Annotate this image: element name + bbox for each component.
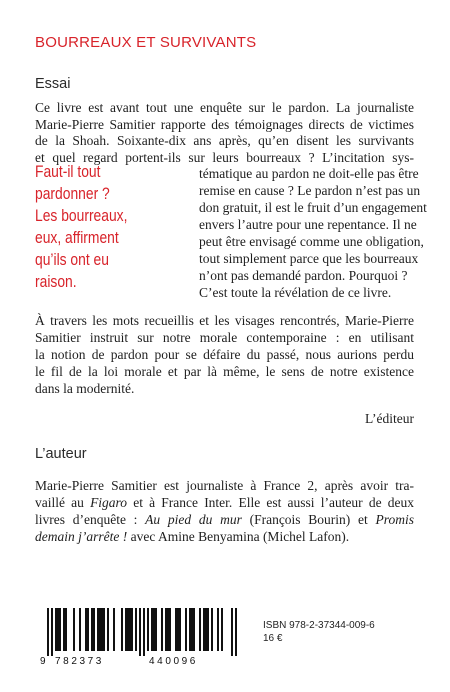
right-column-line: tématique au pardon ne doit-elle pas être bbox=[199, 166, 419, 181]
barcode-bar bbox=[147, 608, 149, 651]
barcode-bar bbox=[169, 608, 171, 651]
pullquote-line: qu’ils ont eu bbox=[35, 251, 109, 269]
intro-line: et quel regard portent-ils sur leurs bourreaux ? L’incitation sys- bbox=[35, 149, 414, 165]
barcode-bar bbox=[91, 608, 93, 651]
paragraph-line: la notion de pardon pour se défaire du passé, nous aurions perdu bbox=[35, 347, 414, 362]
barcode-bar bbox=[99, 608, 101, 651]
intro-line: Marie-Pierre Samitier rapporte des témoignages directs de victimes bbox=[35, 116, 414, 132]
publisher-signature: L’éditeur bbox=[365, 411, 414, 426]
intro-line: de la Shoah. Soixante-dix ans après, qu’en disent les survivants bbox=[35, 133, 414, 148]
barcode-bar bbox=[85, 608, 87, 651]
barcode-bar bbox=[73, 608, 75, 651]
barcode-bar bbox=[127, 608, 129, 651]
bio-text: vaillé au bbox=[35, 495, 91, 510]
paragraph-line: le fil de la loi morale et par là même, le sens de notre existence bbox=[35, 364, 414, 379]
bio-text: et à France Inter. Elle est aussi l’auteur de deux bbox=[127, 495, 414, 510]
author-bio-line bbox=[35, 529, 349, 546]
barcode-bar bbox=[65, 608, 67, 651]
pullquote-line: pardonner ? bbox=[35, 185, 110, 203]
barcode-bar bbox=[191, 608, 193, 651]
barcode-bar bbox=[177, 608, 179, 651]
pullquote-line: Faut-il tout bbox=[35, 163, 101, 181]
barcode-bar bbox=[179, 608, 181, 651]
bio-text: avec Amine Benyamina (Michel Lafon). bbox=[127, 529, 350, 544]
newspaper-title: Figaro bbox=[90, 495, 128, 510]
barcode-bar bbox=[153, 608, 155, 651]
right-column-line: remise en cause ? Le pardon n’est pas un bbox=[199, 183, 421, 198]
essay-heading: Essai bbox=[35, 76, 71, 92]
barcode-bar bbox=[121, 608, 123, 651]
paragraph-line: dans la modernité. bbox=[35, 381, 135, 396]
barcode-bar bbox=[211, 608, 213, 651]
barcode-bar bbox=[151, 608, 153, 651]
barcode-bar bbox=[59, 608, 61, 651]
barcode-bar bbox=[203, 608, 205, 651]
barcode-bar bbox=[63, 608, 65, 651]
barcode-digits: 9 bbox=[40, 656, 49, 666]
barcode-bar bbox=[47, 608, 49, 656]
barcode-bar bbox=[51, 608, 53, 656]
paragraph-line: À travers les mots recueillis et les visages rencontrés, Marie-Pierre bbox=[35, 313, 414, 328]
author-bio-line bbox=[35, 495, 414, 512]
barcode-bar bbox=[93, 608, 95, 651]
barcode-bar bbox=[189, 608, 191, 651]
book-title-ref: demain j’arrête ! bbox=[35, 529, 128, 544]
isbn-barcode bbox=[35, 606, 259, 666]
barcode-bar bbox=[193, 608, 195, 651]
pullquote-line: raison. bbox=[35, 273, 77, 291]
barcode-bar bbox=[131, 608, 133, 651]
barcode-bar bbox=[161, 608, 163, 651]
author-bio-line bbox=[35, 512, 414, 529]
barcode-bar bbox=[55, 608, 57, 651]
pullquote-line: eux, affirment bbox=[35, 229, 119, 247]
book-title-ref: Promis bbox=[375, 512, 414, 527]
right-column-line: don gratuit, il est le fruit d’un engagement bbox=[199, 200, 427, 215]
right-column-line: tout simplement parce que les bourreaux bbox=[199, 251, 419, 266]
barcode-bar bbox=[175, 608, 177, 651]
book-title: BOURREAUX ET SURVIVANTS bbox=[35, 34, 257, 51]
right-column-line: n’ont pas demandé pardon. Pourquoi ? bbox=[199, 268, 408, 283]
pullquote-line: Les bourreaux, bbox=[35, 207, 128, 225]
barcode-bar bbox=[235, 608, 237, 656]
barcode-bar bbox=[107, 608, 109, 651]
barcode-digits: 782373 bbox=[55, 656, 104, 666]
barcode-bar bbox=[113, 608, 115, 651]
barcode-bar bbox=[125, 608, 127, 651]
barcode-bar bbox=[231, 608, 233, 656]
price-label: 16 € bbox=[263, 633, 283, 644]
barcode-bar bbox=[57, 608, 59, 651]
barcode-bar bbox=[155, 608, 157, 651]
barcode-bar bbox=[205, 608, 207, 651]
bio-text: livres d’enquête : bbox=[35, 512, 146, 527]
author-bio-line: Marie-Pierre Samitier est journaliste à France 2, après avoir tra- bbox=[35, 478, 414, 493]
barcode-bar bbox=[103, 608, 105, 651]
barcode-bar bbox=[199, 608, 201, 651]
isbn-label: ISBN 978-2-37344-009-6 bbox=[263, 620, 375, 631]
barcode-bar bbox=[185, 608, 187, 651]
intro-line: Ce livre est avant tout une enquête sur le pardon. La journaliste bbox=[35, 100, 414, 115]
barcode-bar bbox=[135, 608, 137, 651]
barcode-bar bbox=[167, 608, 169, 651]
barcode-bar bbox=[165, 608, 167, 651]
barcode-bar bbox=[139, 608, 141, 656]
barcode-bar bbox=[129, 608, 131, 651]
barcode-bar bbox=[87, 608, 89, 651]
barcode-bars bbox=[35, 606, 259, 666]
right-column-line: C’est toute la révélation de ce livre. bbox=[199, 285, 392, 300]
bio-text: (François Bourin) et bbox=[241, 512, 376, 527]
barcode-bar bbox=[97, 608, 99, 651]
right-column-line: envers l’autre pour une repentance. Il ne bbox=[199, 217, 417, 232]
barcode-bar bbox=[221, 608, 223, 651]
barcode-digits: 440096 bbox=[149, 656, 198, 666]
paragraph-line: Samitier instruit sur notre morale contemporaine : en utilisant bbox=[35, 330, 414, 345]
right-column-line: peut être envisagé comme une obligation, bbox=[199, 234, 424, 249]
barcode-bar bbox=[79, 608, 81, 651]
barcode-bar bbox=[101, 608, 103, 651]
book-title-ref: Au pied du mur bbox=[145, 512, 242, 527]
barcode-bar bbox=[207, 608, 209, 651]
barcode-bar bbox=[217, 608, 219, 651]
barcode-bar bbox=[143, 608, 145, 656]
author-heading: L’auteur bbox=[35, 446, 87, 462]
